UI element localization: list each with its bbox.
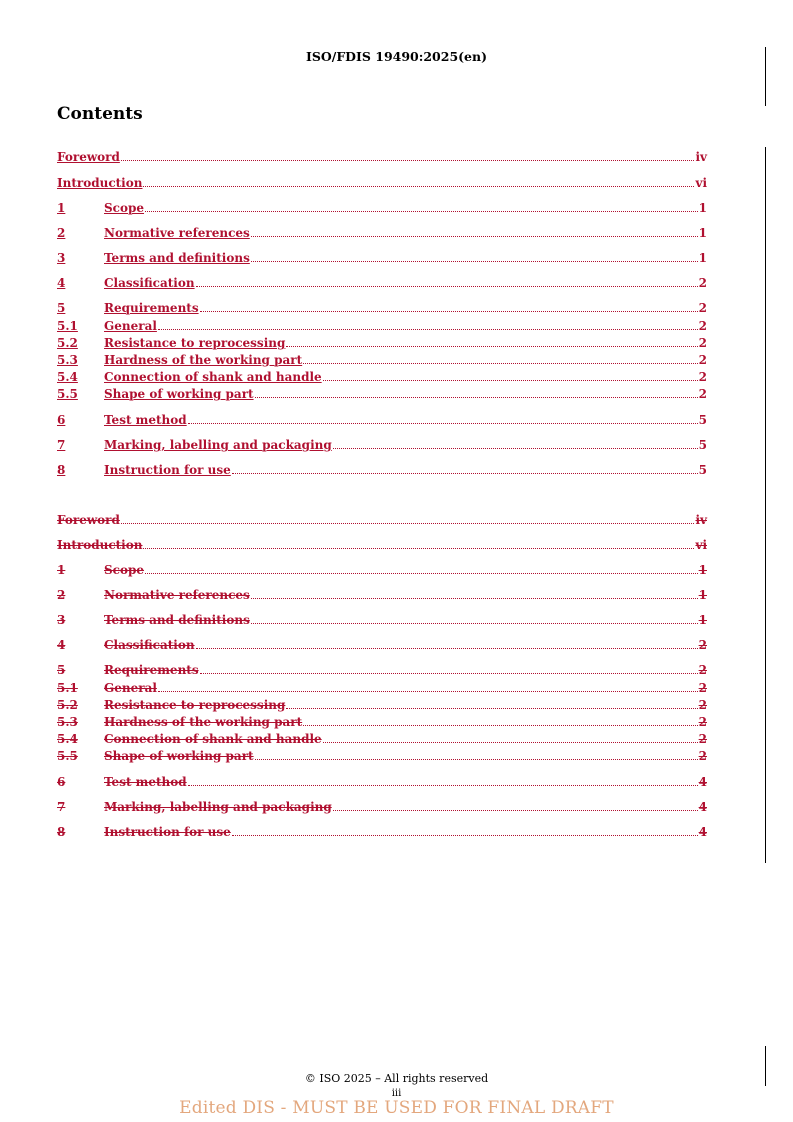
toc-entry-number: Foreword — [57, 513, 120, 527]
toc-entry-page: 2 — [698, 681, 707, 695]
toc-leader-dots — [143, 547, 694, 549]
toc-entry-page: vi — [695, 538, 707, 552]
toc-entry[interactable] — [57, 773, 707, 789]
toc-entry-number: 5.2 — [57, 336, 78, 350]
toc-leader-dots — [323, 379, 698, 381]
toc-leader-dots — [251, 260, 698, 262]
toc-entry-page: 4 — [698, 825, 707, 839]
toc-entry-page: iv — [695, 150, 707, 164]
toc-entry[interactable] — [57, 798, 707, 814]
toc-entry[interactable] — [57, 436, 707, 452]
toc-entry-number: 5 — [57, 663, 66, 677]
toc-leader-dots — [145, 210, 698, 212]
toc-entry-page: 1 — [698, 613, 707, 627]
toc-leader-dots — [303, 362, 697, 364]
toc-entry-title: Resistance to reprocessing — [104, 698, 286, 712]
toc-entry-number: 6 — [57, 775, 66, 789]
toc-entry-page: 2 — [698, 749, 707, 763]
toc-entry-number: Introduction — [57, 176, 143, 190]
change-bar-middle — [765, 147, 766, 863]
toc-entry-number: 6 — [57, 413, 66, 427]
draft-watermark: Edited DIS - MUST BE USED FOR FINAL DRAFT — [179, 1098, 614, 1118]
toc-entry-page: 2 — [698, 353, 707, 367]
toc-leader-dots — [286, 707, 697, 709]
toc-entry[interactable] — [57, 511, 707, 527]
toc-entry-number: 7 — [57, 800, 66, 814]
toc-entry[interactable] — [57, 274, 707, 290]
toc-leader-dots — [251, 622, 698, 624]
toc-entry[interactable] — [57, 730, 707, 746]
toc-entry-number: 2 — [57, 226, 66, 240]
toc-leader-dots — [158, 328, 698, 330]
toc-entry-page: 2 — [698, 715, 707, 729]
toc-leader-dots — [200, 310, 698, 312]
toc-leader-dots — [188, 422, 698, 424]
toc-entry-title: General — [104, 319, 157, 333]
toc-entry-title: Scope — [104, 201, 145, 215]
toc-entry-page: 2 — [698, 370, 707, 384]
toc-entry-page: 1 — [698, 563, 707, 577]
page-number: iii — [391, 1088, 402, 1099]
toc-entry[interactable] — [57, 696, 707, 712]
toc-entry-page: 2 — [698, 387, 707, 401]
toc-entry-number: 5.5 — [57, 749, 78, 763]
toc-entry-number: 5.3 — [57, 353, 78, 367]
toc-entry-number: 5.1 — [57, 681, 78, 695]
toc-entry-page: 2 — [698, 301, 707, 315]
toc-entry[interactable] — [57, 586, 707, 602]
toc-entry-title: Instruction for use — [104, 825, 231, 839]
toc-entry-page: 5 — [698, 438, 707, 452]
toc-entry-title: Instruction for use — [104, 463, 231, 477]
toc-entry-title: Hardness of the working part — [104, 353, 303, 367]
toc-entry-title: Test method — [104, 413, 187, 427]
toc-entry-number: 5.2 — [57, 698, 78, 712]
toc-entry-number: 4 — [57, 638, 66, 652]
toc-entry[interactable] — [57, 611, 707, 627]
toc-leader-dots — [232, 834, 698, 836]
toc-entry-title: Connection of shank and handle — [104, 732, 322, 746]
toc-entry-title: Shape of working part — [104, 387, 254, 401]
toc-entry-title: Resistance to reprocessing — [104, 336, 286, 350]
toc-leader-dots — [303, 724, 697, 726]
toc-entry[interactable] — [57, 199, 707, 215]
toc-entry-title: Hardness of the working part — [104, 715, 303, 729]
toc-entry-title: Terms and definitions — [104, 251, 250, 265]
toc-entry[interactable] — [57, 747, 707, 763]
toc-entry-number: 5.5 — [57, 387, 78, 401]
toc-entry-title: Requirements — [104, 663, 199, 677]
toc-entry-title: Scope — [104, 563, 145, 577]
toc-entry-number: 3 — [57, 613, 66, 627]
toc-entry[interactable] — [57, 351, 707, 367]
toc-entry-number: 3 — [57, 251, 66, 265]
toc-entry[interactable] — [57, 411, 707, 427]
toc-entry-title: General — [104, 681, 157, 695]
toc-leader-dots — [158, 690, 698, 692]
toc-entry-title: Classification — [104, 276, 195, 290]
toc-entry[interactable] — [57, 713, 707, 729]
toc-entry[interactable] — [57, 224, 707, 240]
toc-entry-page: vi — [695, 176, 707, 190]
toc-entry[interactable] — [57, 561, 707, 577]
toc-entry-page: 2 — [698, 336, 707, 350]
toc-entry-number: 8 — [57, 825, 66, 839]
toc-entry[interactable] — [57, 823, 707, 839]
toc-entry-page: iv — [695, 513, 707, 527]
toc-entry-title: Terms and definitions — [104, 613, 250, 627]
toc-entry-number: 5.1 — [57, 319, 78, 333]
toc-entry-page: 1 — [698, 251, 707, 265]
toc-entry-page: 4 — [698, 800, 707, 814]
toc-leader-dots — [200, 672, 698, 674]
contents-heading: Contents — [57, 104, 143, 124]
toc-entry-page: 2 — [698, 732, 707, 746]
toc-leader-dots — [255, 396, 698, 398]
toc-entry[interactable] — [57, 636, 707, 652]
toc-leader-dots — [251, 235, 698, 237]
toc-entry-number: 2 — [57, 588, 66, 602]
toc-entry-number: 1 — [57, 563, 66, 577]
toc-entry-page: 1 — [698, 226, 707, 240]
toc-entry-page: 1 — [698, 201, 707, 215]
toc-entry-page: 5 — [698, 413, 707, 427]
toc-leader-dots — [196, 285, 698, 287]
toc-entry-page: 2 — [698, 698, 707, 712]
toc-entry-page: 4 — [698, 775, 707, 789]
toc-entry-page: 2 — [698, 319, 707, 333]
toc-entry[interactable] — [57, 679, 707, 695]
toc-entry-number: 1 — [57, 201, 66, 215]
toc-entry-number: Foreword — [57, 150, 120, 164]
toc-leader-dots — [121, 159, 695, 161]
toc-leader-dots — [251, 597, 698, 599]
toc-entry-title: Normative references — [104, 226, 250, 240]
toc-leader-dots — [188, 784, 698, 786]
toc-entry-title: Marking, labelling and packaging — [104, 438, 332, 452]
toc-entry-title: Shape of working part — [104, 749, 254, 763]
toc-entry[interactable] — [57, 661, 707, 677]
toc-leader-dots — [255, 758, 698, 760]
toc-entry[interactable] — [57, 174, 707, 190]
toc-leader-dots — [121, 522, 695, 524]
toc-entry-page: 2 — [698, 638, 707, 652]
toc-entry-number: 7 — [57, 438, 66, 452]
toc-entry-number: 5.3 — [57, 715, 78, 729]
toc-entry[interactable] — [57, 334, 707, 350]
copyright-notice: © ISO 2025 – All rights reserved — [304, 1072, 489, 1085]
toc-entry-title: Test method — [104, 775, 187, 789]
toc-leader-dots — [286, 345, 697, 347]
toc-entry[interactable] — [57, 461, 707, 477]
toc-entry-page: 1 — [698, 588, 707, 602]
toc-entry[interactable] — [57, 317, 707, 333]
toc-leader-dots — [333, 447, 698, 449]
toc-leader-dots — [145, 572, 698, 574]
toc-entry-page: 2 — [698, 663, 707, 677]
toc-leader-dots — [196, 647, 698, 649]
toc-entry-page: 5 — [698, 463, 707, 477]
toc-entry-page: 2 — [698, 276, 707, 290]
toc-entry-title: Requirements — [104, 301, 199, 315]
change-bar-top — [765, 47, 766, 106]
toc-entry-number: 5 — [57, 301, 66, 315]
toc-entry-title: Connection of shank and handle — [104, 370, 322, 384]
toc-entry-title: Marking, labelling and packaging — [104, 800, 332, 814]
toc-entry-number: 8 — [57, 463, 66, 477]
toc-leader-dots — [143, 185, 694, 187]
toc-entry[interactable] — [57, 249, 707, 265]
toc-entry[interactable] — [57, 299, 707, 315]
toc-entry-number: 4 — [57, 276, 66, 290]
toc-entry[interactable] — [57, 536, 707, 552]
document-header: ISO/FDIS 19490:2025(en) — [305, 49, 488, 64]
toc-entry-title: Classification — [104, 638, 195, 652]
toc-entry[interactable] — [57, 385, 707, 401]
toc-leader-dots — [333, 809, 698, 811]
toc-entry-title: Normative references — [104, 588, 250, 602]
toc-entry[interactable] — [57, 368, 707, 384]
toc-leader-dots — [232, 472, 698, 474]
toc-entry-number: 5.4 — [57, 732, 78, 746]
toc-entry[interactable] — [57, 148, 707, 164]
toc-entry-number: 5.4 — [57, 370, 78, 384]
toc-entry-number: Introduction — [57, 538, 143, 552]
toc-leader-dots — [323, 741, 698, 743]
